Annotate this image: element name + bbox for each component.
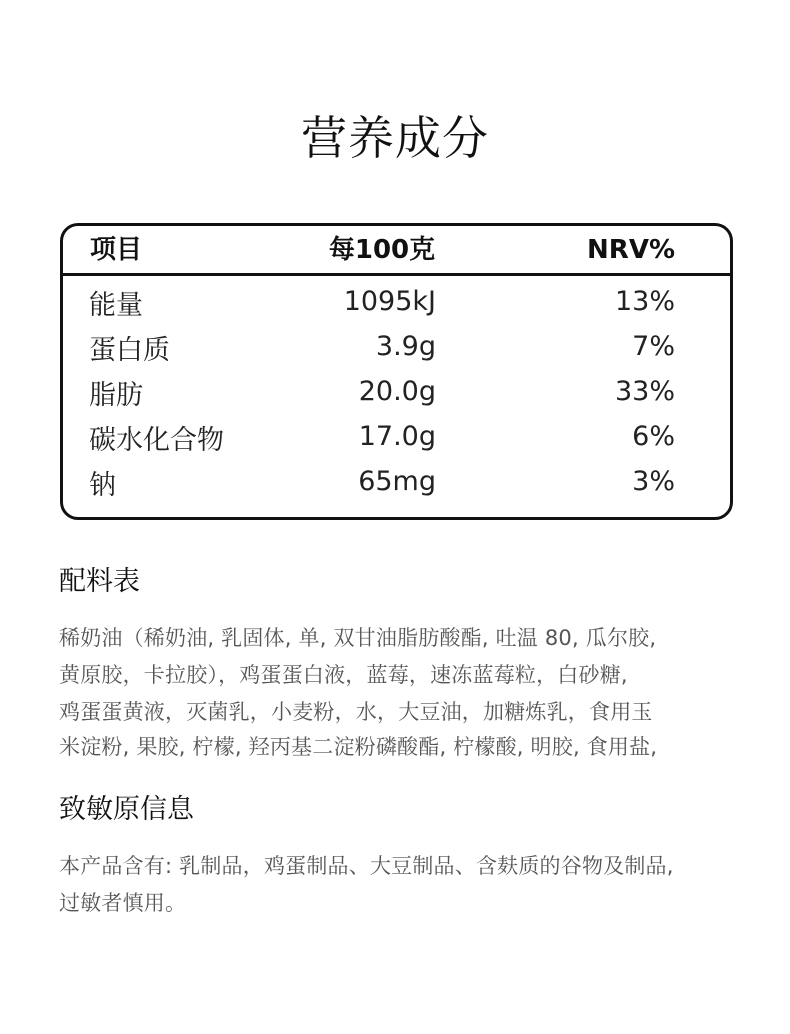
- row-value: 20.0g: [358, 376, 436, 407]
- ingredients-line: 黄原胶，卡拉胶），鸡蛋蛋白液，蓝莓，速冻蓝莓粒，白砂糖,: [59, 663, 628, 687]
- row-nrv: 3%: [632, 466, 675, 497]
- allergens-heading: 致敏原信息: [59, 794, 194, 825]
- row-value: 65mg: [358, 466, 436, 497]
- row-value: 17.0g: [358, 421, 436, 452]
- ingredients-line: 米淀粉, 果胶, 柠檬, 羟丙基二淀粉磷酸酯, 柠檬酸, 明胶, 食用盐,: [59, 735, 658, 759]
- table-row: [63, 373, 730, 418]
- row-name: 碳水化合物: [89, 425, 224, 456]
- table-header: [63, 226, 730, 276]
- row-name: 钠: [89, 470, 116, 501]
- allergens-line: 过敏者慎用。: [59, 891, 187, 915]
- row-value: 3.9g: [375, 331, 436, 362]
- page-title: 营养成分: [301, 111, 489, 165]
- row-nrv: 6%: [632, 421, 675, 452]
- table-row: [63, 418, 730, 463]
- ingredients-line: 稀奶油（稀奶油, 乳固体, 单, 双甘油脂肪酸酯, 吐温 80, 瓜尔胶,: [59, 626, 657, 650]
- table-row: [63, 463, 730, 508]
- row-name: 能量: [89, 290, 143, 321]
- row-nrv: 7%: [632, 331, 675, 362]
- nutrition-table: [60, 223, 733, 520]
- header-per-100g: 每100克: [328, 235, 436, 265]
- row-nrv: 33%: [614, 376, 675, 407]
- header-item: 项目: [90, 235, 143, 265]
- row-name: 蛋白质: [89, 335, 170, 366]
- ingredients-line: 鸡蛋蛋黄液，灭菌乳，小麦粉，水，大豆油，加糖炼乳，食用玉: [59, 700, 653, 724]
- row-value: 1095kJ: [343, 286, 436, 317]
- table-row: [63, 328, 730, 373]
- allergens-line: 本产品含有: 乳制品，鸡蛋制品、大豆制品、含麸质的谷物及制品,: [59, 854, 674, 878]
- row-nrv: 13%: [614, 286, 675, 317]
- ingredients-heading: 配料表: [59, 566, 140, 597]
- table-row: [63, 283, 730, 328]
- row-name: 脂肪: [89, 380, 143, 411]
- header-nrv: NRV%: [587, 235, 675, 265]
